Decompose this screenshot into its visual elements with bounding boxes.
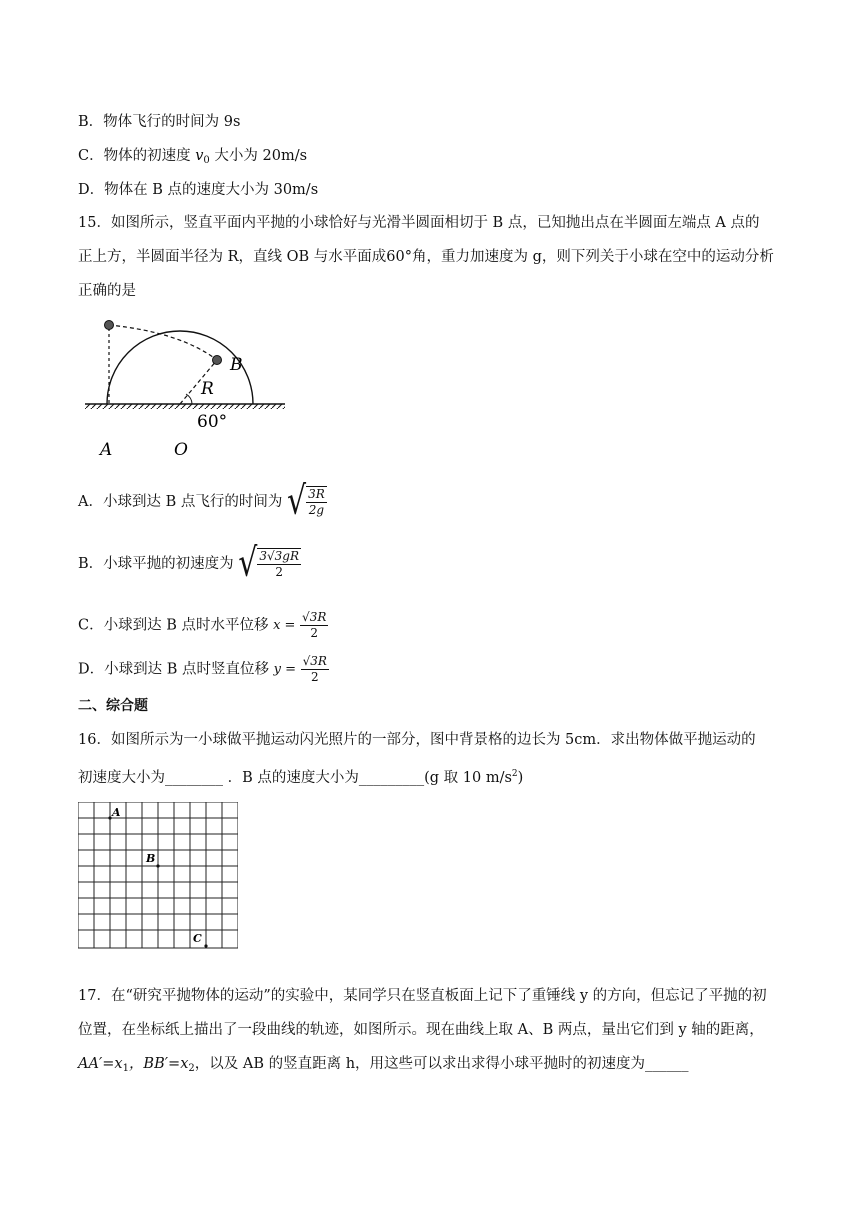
- sqrt-expression: √ $\frac{3√3gR}{2}$: [238, 540, 300, 587]
- q15-semicircle-figure: [80, 312, 300, 462]
- ball-b: [213, 356, 222, 365]
- label-grid-c: C: [193, 932, 202, 945]
- label-grid-b: B: [146, 852, 156, 865]
- ball-start: [105, 321, 114, 330]
- q15-stem-line1: 15．如图所示，竖直平面内平抛的小球恰好与光滑半圆面相切于 B 点，已知抛出点在半圆面左端点 A 点的: [78, 215, 760, 231]
- fraction: $\frac{√3R}{2}$: [302, 654, 327, 684]
- grid-lines: [78, 802, 238, 948]
- q17-stem-line1: 17．在“研究平抛物体的运动”的实验中，某同学只在竖直板面上记下了重锤线 y 的方向，但忘记了平抛的初: [78, 988, 767, 1004]
- q15-stem-line2: 正上方，半圆面半径为 R，直线 OB 与水平面成60°角，重力加速度为 g，则下列关于小球在空中的运动分析: [78, 249, 774, 265]
- q16-stem-line2: 初速度大小为________ ．B 点的速度大小为_________(g 取 10 $m/s^2$): [78, 769, 524, 786]
- fraction: $\frac{√3R}{2}$: [302, 610, 327, 640]
- point-c: [204, 944, 207, 947]
- q16-grid-figure: [78, 802, 238, 960]
- sqrt-expression: √ $\frac{3R}{2g}$: [286, 478, 325, 525]
- label-o: O: [174, 440, 188, 460]
- q15-option-a: A．小球到达 B 点飞行的时间为 √ $\frac{3R}{2g}$: [78, 478, 325, 525]
- label-angle: 60°: [197, 412, 228, 432]
- label-r: R: [201, 379, 214, 399]
- q14-option-b: B．物体飞行的时间为 9s: [78, 114, 241, 130]
- point-b: [156, 864, 159, 867]
- q15-option-d: D．小球到达 B 点时竖直位移 y = $\frac{√3R}{2}$: [78, 654, 327, 684]
- q17-stem-line2: 位置，在坐标纸上描出了一段曲线的轨迹，如图所示。现在曲线上取 A、B 两点，量出它们到 y 轴的距离，: [78, 1022, 764, 1038]
- q14-option-c: C．物体的初速度 $v_0$ 大小为 20m/s: [78, 148, 308, 166]
- q15-option-c: C．小球到达 B 点时水平位移 x = $\frac{√3R}{2}$: [78, 610, 327, 640]
- q14-option-d: D．物体在 B 点的速度大小为 30m/s: [78, 182, 319, 198]
- q16-stem-line1: 16．如图所示为一小球做平抛运动闪光照片的一部分，图中背景格的边长为 5cm．求出物体做平抛运动的: [78, 732, 756, 748]
- label-grid-a: A: [112, 806, 121, 819]
- label-a: A: [100, 440, 113, 460]
- q15-option-b: B．小球平抛的初速度为 √ $\frac{3√3gR}{2}$: [78, 540, 300, 587]
- ground-hatch: [85, 404, 285, 409]
- q17-stem-line3: $AA'=x_1$，$BB'=x_2$，以及 AB 的竖直距离 h，用这些可以求出求得小球平抛时的初速度为______: [78, 1056, 689, 1074]
- label-b: B: [230, 355, 243, 375]
- section-heading: 二、综合题: [78, 698, 148, 714]
- q15-stem-line3: 正确的是: [78, 283, 136, 299]
